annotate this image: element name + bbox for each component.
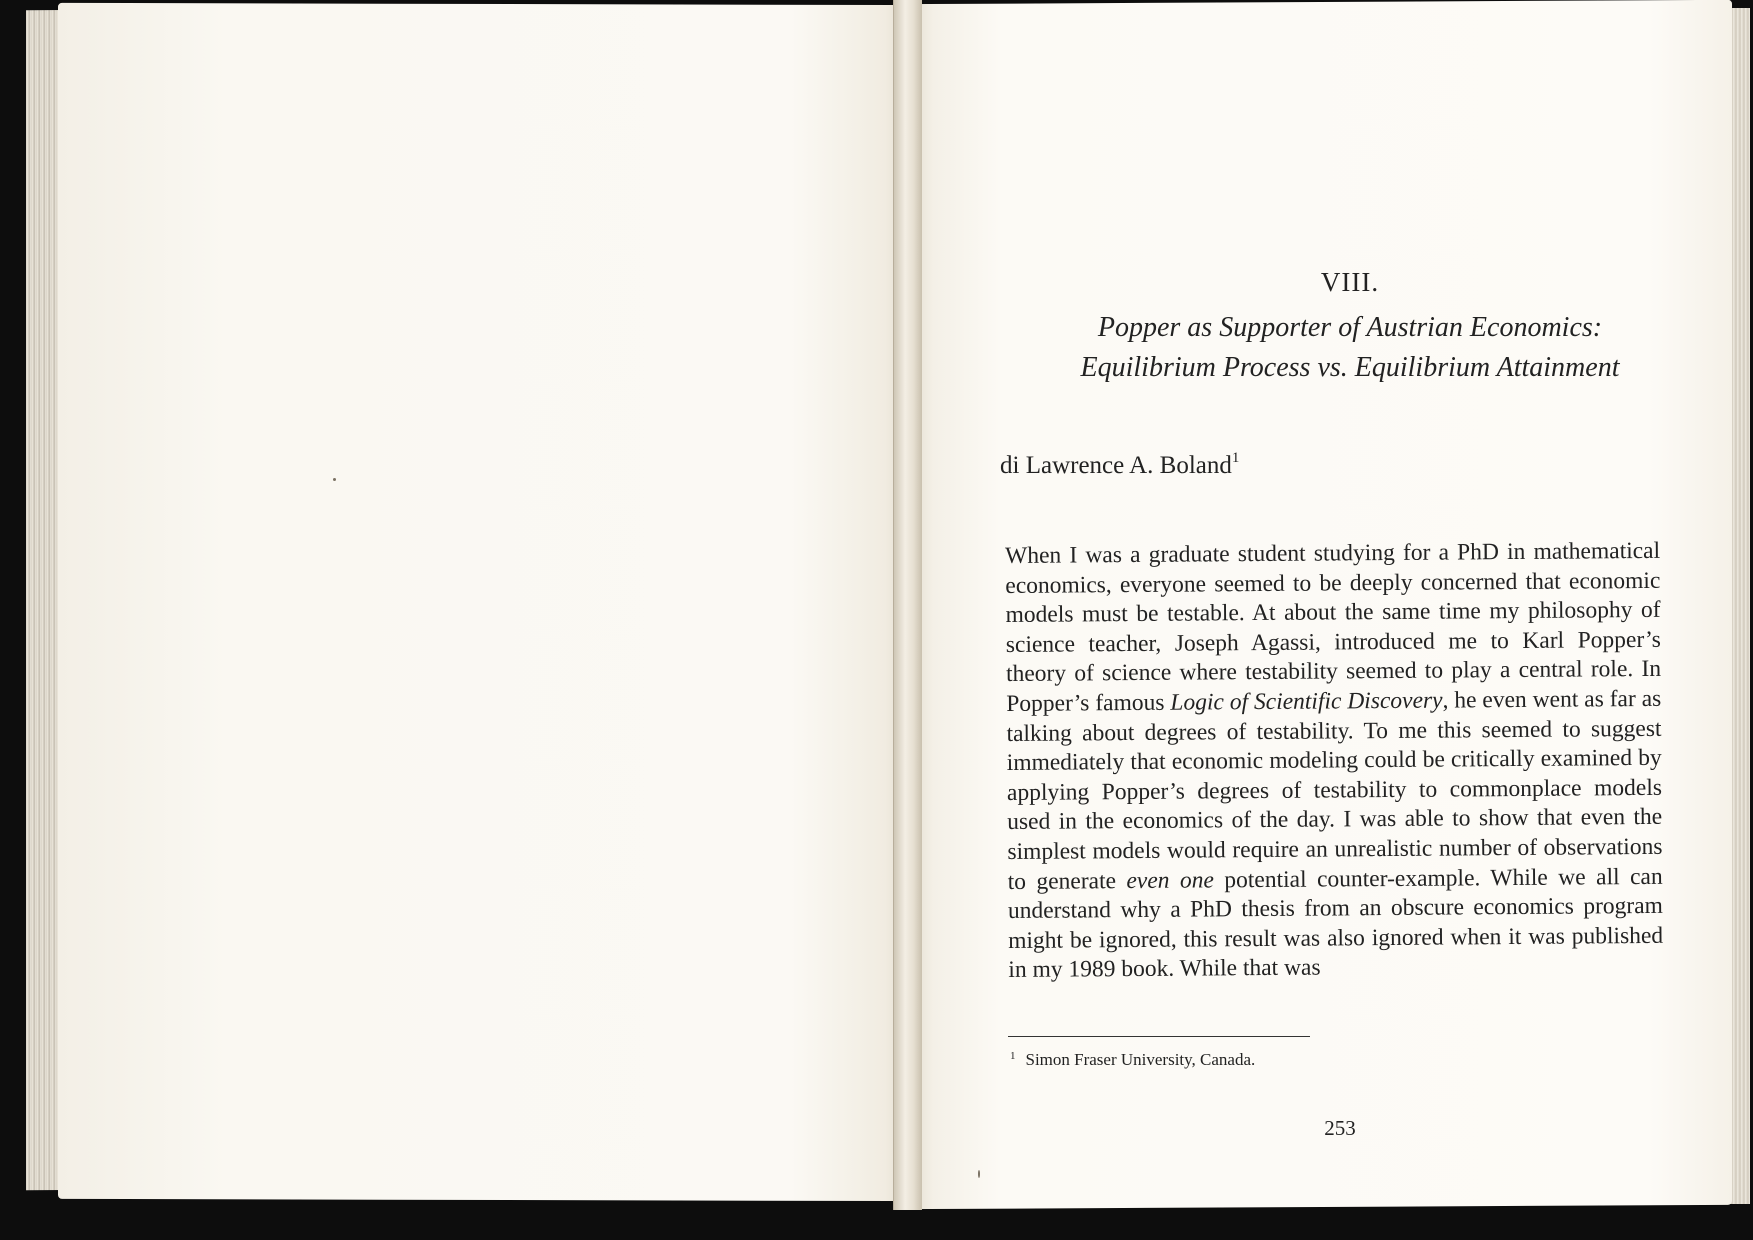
author-name: di Lawrence A. Boland (1000, 452, 1232, 479)
dust-speck (333, 478, 336, 481)
author-footnote-marker: 1 (1231, 450, 1240, 466)
author-byline (1000, 452, 1239, 480)
chapter-number: VIII. (1320, 267, 1380, 297)
chapter-title (1000, 308, 1700, 388)
book-gutter (893, 0, 922, 1210)
book-title-italic: Logic of Scientific Discovery (1170, 687, 1443, 716)
left-blank-page (58, 3, 920, 1201)
page-number: 253 (1324, 1116, 1356, 1140)
chapter-title-line-2: Equilibrium Process vs. Equilibrium Attainment (1080, 352, 1620, 383)
body-paragraph (1005, 537, 1663, 986)
chapter-title-line-1: Popper as Supporter of Austrian Economics: (1097, 312, 1603, 343)
footnote-text: Simon Fraser University, Canada. (1025, 1050, 1256, 1069)
body-text-part-1: When I was a graduate student studying for a PhD in mathematical economics, everyone seemed to be deeply concerned that economic models must be testable. At about the same time my philosophy of science teacher, Joseph Agassi, introduced me to Karl Popper’s theory of science where testability seemed to play a central role. In Popper’s famous (1005, 537, 1662, 717)
emphasis-italic: even one (1126, 866, 1214, 894)
body-text-part-3: potential counter-example. While we all can understand why a PhD thesis from an obscure economics program might be ignored, this result was also ignored when it was published in my 1989 book. While that was (1007, 863, 1664, 984)
footnote-divider (1008, 1036, 1310, 1037)
body-text-part-2: , he even went as far as talking about degrees of testability. To me this seemed to suggest immediately that economic modeling could be critically examined by applying Popper’s degrees of testability to commonplace models used in the economics of the day. I was able to show that even the simplest models would require an unrealistic number of observations to generate (1006, 685, 1663, 895)
footnote (1010, 1050, 1255, 1070)
footnote-marker: 1 (1010, 1050, 1016, 1062)
dust-speck (978, 1170, 980, 1178)
